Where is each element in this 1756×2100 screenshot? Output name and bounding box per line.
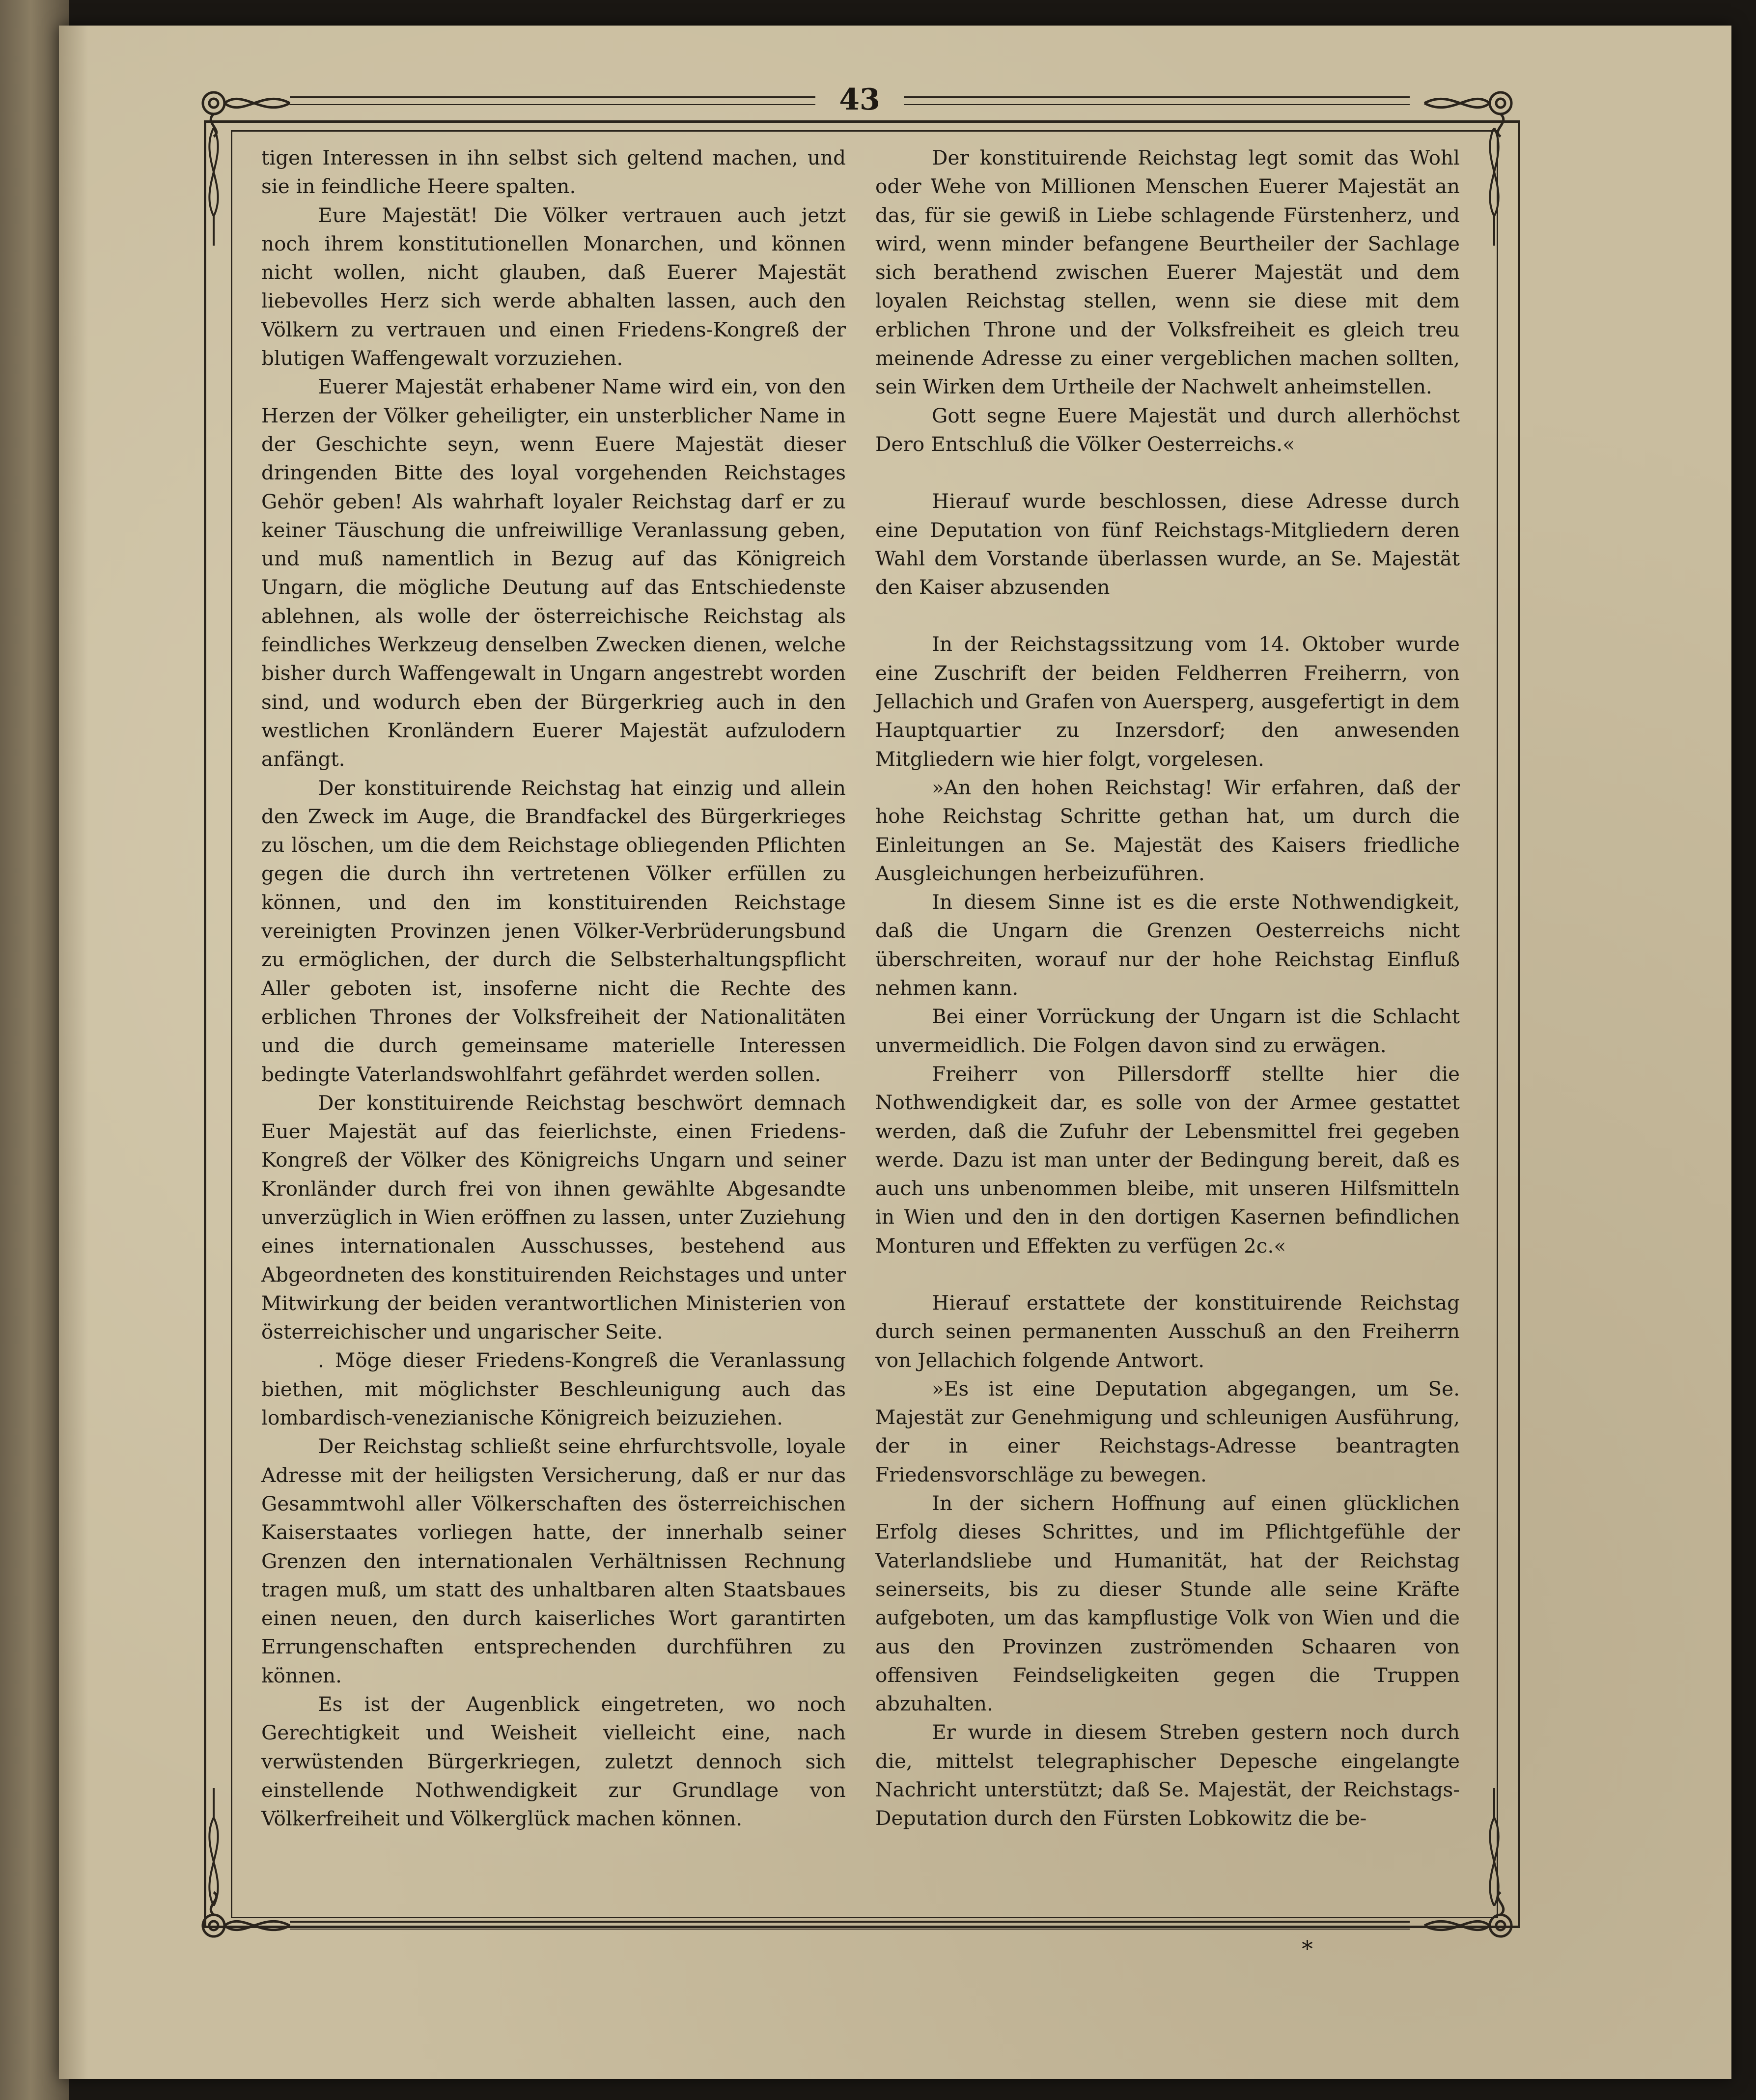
previous-page-edge (0, 0, 69, 2100)
paragraph: tigen Interessen in ihn selbst sich geltend machen, und sie in feindliche Heere spalten. (261, 146, 846, 198)
footer-rule (290, 1921, 1410, 1923)
footer-rule-thin (290, 1929, 1410, 1930)
header-rule-right (904, 96, 1410, 98)
paragraph: In diesem Sinne ist es die erste Nothwendigkeit, daß die Ungarn die Grenzen Oesterreichs nicht überschreiten, worauf nur der hohe Reichstag Einfluß nehmen kann. (875, 890, 1460, 1000)
paragraph: Der Reichstag schließt seine ehrfurchtsvolle, loyale Adresse mit der heiligsten Versicherung, daß er nur das Gesammtwohl aller Völkerschaften des österreichischen Kaiserstaates vorliegen hatte, der innerhalb seiner Grenzen den internationalen Verhältnissen Rechnung tragen muß, um statt des unhaltbaren alten Staatsbaues einen neuen, den durch kaiserliches Wort garantirten Errungenschaften entsprechenden durchführen zu können. (261, 1434, 846, 1687)
paragraph: Hierauf erstattete der konstituirende Reichstag durch seinen permanenten Ausschuß an den Freiherrn von Jellachich folgende Antwort. (875, 1290, 1460, 1372)
paragraph: In der sichern Hoffnung auf einen glücklichen Erfolg dieses Schrittes, und im Pflichtgefühle der Vaterlandsliebe und Humanität, hat der Reichstag seinerseits, bis zu dieser Stunde alle seine Kräfte aufgeboten, um das kampflustige Volk von Wien und die aus den Provinzen zuströmenden Schaaren von offensiven Feindseligkeiten gegen die Truppen abzuhalten. (875, 1491, 1460, 1716)
side-ornament-left-top-icon (199, 128, 228, 246)
side-ornament-right-top-icon (1479, 128, 1509, 246)
side-ornament-right-bottom-icon (1479, 1788, 1509, 1906)
paragraph: Euerer Majestät erhabener Name wird ein, von den Herzen der Völker geheiligter, ein unsterblicher Name in der Geschichte seyn, wenn Euere Majestät dieser dringenden Bitte des loyal vorgehenden Reichstages Gehör geben! Als wahrhaft loyaler Reichstag darf er zu keiner Täuschung die unfreiwillige Veranlassung geben, und muß namentlich in Bezug auf das Königreich Ungarn, die mögliche Deutung auf das Entschiedenste ablehnen, als wolle der österreichische Reichstag als feindliches Werkzeug denselben Zwecken dienen, welche bisher durch Waffengewalt in Ungarn angestrebt worden sind, und wodurch eben der Bürgerkrieg auch in den westlichen Kronländern Euerer Majestät aufzulodern anfängt. (261, 375, 846, 771)
header-rule-right-thin (904, 104, 1410, 105)
paragraph: »Es ist eine Deputation abgegangen, um Se. Majestät zur Genehmigung und schleunigen Ausführung, der in einer Reichstags-Adresse beantragten Friedensvorschläge zu bewegen. (875, 1376, 1460, 1486)
page-number: 43 (839, 83, 880, 117)
paragraph: In der Reichstagssitzung vom 14. Oktober wurde eine Zuschrift der beiden Feldherren Freiherrn, von Jellachich und Grafen von Auersperg, ausgefertigt in dem Hauptquartier zu Inzersdorf; den anwesenden Mitgliedern wie hier folgt, vorgelesen. (875, 632, 1460, 771)
paragraph: Der konstituirende Reichstag beschwört demnach Euer Majestät auf das feierlichste, einen Friedens-Kongreß der Völker des Königreichs Ungarn und seiner Kronländer durch frei von ihnen gewählte Abgesandte unverzüglich in Wien eröffnen zu lassen, unter Zuziehung eines internationalen Ausschusses, bestehend aus Abgeordneten des konstituirenden Reichstages und unter Mitwirkung der beiden verantwortlichen Ministerien von österreichischer und ungarischer Seite. (261, 1091, 846, 1344)
paragraph: Er wurde in diesem Streben gestern noch durch die, mittelst telegraphischer Depesche eingelangte Nachricht unterstützt; daß Se. Majestät, der Reichstags-Deputation durch den Fürsten Lobkowitz die be- (875, 1720, 1460, 1830)
paragraph: Freiherr von Pillersdorff stellte hier die Nothwendigkeit dar, es solle von der Armee gestattet werden, daß die Zufuhr der Lebensmittel frei gegeben werde. Dazu ist man unter der Bedingung bereit, daß es auch uns unbenommen bleibe, mit unseren Hilfsmitteln in Wien und den in den dortigen Kasernen befindlichen Monturen und Effekten zu verfügen 2c.« (875, 1062, 1460, 1258)
paragraph: Hierauf wurde beschlossen, diese Adresse durch eine Deputation von fünf Reichstags-Mitgliedern deren Wahl dem Vorstande überlassen wurde, an Se. Majestät den Kaiser abzusenden (875, 489, 1460, 599)
header-rule-left-thin (290, 104, 815, 105)
paragraph: Es ist der Augenblick eingetreten, wo noch Gerechtigkeit und Weisheit vielleicht eine, nach verwüstenden Bürgerkriegen, zuletzt dennoch sich einstellende Nothwendigkeit zur Grundlage von Völkerfreiheit und Völkerglück machen können. (261, 1692, 846, 1831)
paragraph: Gott segne Euere Majestät und durch allerhöchst Dero Entschluß die Völker Oesterreichs.« (875, 403, 1460, 456)
signature-mark: * (1302, 1935, 1313, 1962)
header-rule-left (290, 96, 815, 98)
paragraph: »An den hohen Reichstag! Wir erfahren, daß der hohe Reichstag Schritte gethan hat, um durch die Einleitungen an Se. Majestät des Kaisers friedliche Ausgleichungen herbeizuführen. (875, 775, 1460, 885)
paragraph: Der konstituirende Reichstag legt somit das Wohl oder Wehe von Millionen Menschen Euerer Majestät an das, für sie gewiß in Liebe schlagende Fürstenherz, und wird, wenn minder befangene Beurtheiler der Sachlage sich berathend zwischen Euerer Majestät und dem loyalen Reichstag stellen, wenn sie diese mit dem erblichen Throne und der Volksfreiheit es gleich treu meinende Adresse zu einer vergeblichen machen sollten, sein Wirken dem Urtheile der Nachwelt anheimstellen. (875, 146, 1460, 399)
paragraph: Bei einer Vorrückung der Ungarn ist die Schlacht unvermeidlich. Die Folgen davon sind zu erwägen. (875, 1005, 1460, 1057)
side-ornament-left-bottom-icon (199, 1788, 228, 1906)
text-column-left (261, 143, 846, 1833)
paragraph: Der konstituirende Reichstag hat einzig und allein den Zweck im Auge, die Brandfackel des Bürgerkrieges zu löschen, um die dem Reichstage obliegenden Pflichten gegen die durch ihn vertretenen Völker erfüllen zu können, und den im konstituirenden Reichstage vereinigten Provinzen jenen Völker-Verbrüderungsbund zu ermöglichen, der durch die Selbsterhaltungspflicht Aller geboten ist, insoferne nicht die Rechte des erblichen Thrones der Volksfreiheit der Nationalitäten und die durch gemeinsame materielle Interessen bedingte Vaterlandswohlfahrt gefährdet werden sollen. (261, 776, 846, 1086)
paragraph: . Möge dieser Friedens-Kongreß die Veranlassung biethen, mit möglichster Beschleunigung auch das lombardisch-venezianische Königreich beizuziehen. (261, 1348, 846, 1430)
paragraph: Eure Majestät! Die Völker vertrauen auch jetzt noch ihrem konstitutionellen Monarchen, und können nicht wollen, nicht glauben, daß Euerer Majestät liebevolles Herz sich werde abhalten lassen, auch den Völkern zu vertrauen und einen Friedens-Kongreß der blutigen Waffengewalt vorzuziehen. (261, 203, 846, 370)
text-column-right (875, 143, 1460, 1833)
